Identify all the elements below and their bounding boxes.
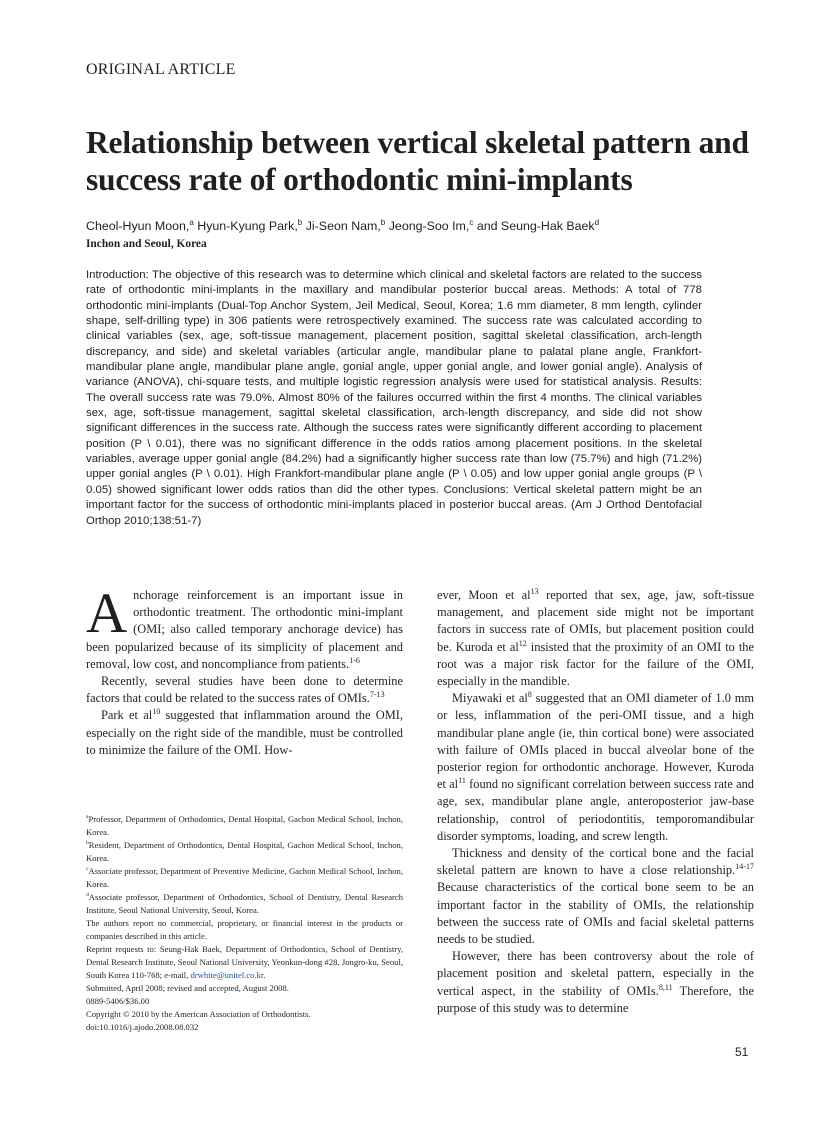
citation-ref[interactable]: 8,11: [658, 982, 673, 992]
reprint-request: [86, 943, 403, 982]
page-number: 51: [735, 1045, 749, 1059]
submission-dates: Submitted, April 2008; revised and accepted, August 2008.: [86, 983, 289, 993]
author-affiliation-mark: c: [469, 217, 474, 227]
citation-ref[interactable]: 12: [518, 638, 527, 648]
citation-ref[interactable]: 8: [527, 690, 532, 700]
article-title: Relationship between vertical skeletal pattern and success rate of orthodontic mini-implants: [86, 125, 749, 197]
author-name: Hyun-Kyung Park,: [197, 219, 298, 233]
footnote-mark: c: [86, 866, 89, 873]
body-paragraph: [86, 582, 403, 673]
paragraph-text: Recently, several studies have been done to determine factors that could be related to the success rates of OMIs.: [86, 674, 403, 706]
paragraph-text: Therefore, the purpose of this study was to determine: [437, 983, 754, 1015]
paragraph-text: ever, Moon et al: [437, 588, 531, 602]
paragraph-text: reported that sex, age, jaw, soft-tissue management, and placement side might not be important factors in success rate of OMIs, but placement position could be. Kuroda et al: [437, 588, 754, 654]
disclosure-note: The authors report no commercial, proprietary, or financial interest in the products or companies described in this article.: [86, 918, 403, 941]
paragraph-text: However, there has been controversy about the role of placement position and skeletal pattern, especially in the vertical aspect, in the stability of OMIs.: [437, 949, 754, 998]
footnote: [86, 891, 403, 917]
citation-ref[interactable]: 11: [458, 776, 466, 786]
section-label: ORIGINAL ARTICLE: [86, 61, 236, 78]
author-affiliation-mark: b: [380, 217, 386, 227]
author-list: [86, 219, 599, 233]
issn: 0889-5406/$36.00: [86, 996, 150, 1006]
citation-ref[interactable]: 13: [530, 586, 539, 596]
body-column-left: [86, 582, 403, 759]
email-link[interactable]: drwhite@unitel.co.kr: [190, 970, 264, 980]
drop-cap: A: [86, 582, 128, 645]
paragraph-text: insisted that the proximity of an OMI to the root was a major risk factor for the failure of the OMI, especially in the mandible.: [437, 639, 754, 689]
citation-ref[interactable]: 1-6: [349, 655, 360, 665]
footnote-text: Professor, Department of Orthodontics, Dental Hospital, Gachon Medical School, Inchon, Korea.: [86, 814, 403, 837]
paragraph-text: suggested that an OMI diameter of 1.0 mm or less, inflammation of the peri-OMI tissue, and a high mandibular plane angle (ie, thin cortical bone) were associated with failure of OMIs placed in buccal alveolar bone of the posterior region for orthodontic anchorage. However, Kuroda et al: [437, 691, 754, 792]
footnote-text: Associate professor, Department of Orthodontics, School of Dentistry, Dental Research Institute, Seoul National University, Seoul, Korea.: [86, 892, 403, 915]
paragraph-text: suggested that inflammation around the OMI, especially on the right side of the mandible, must be controlled to minimize the failure of the OMI. How-: [86, 708, 403, 757]
footnote: [86, 839, 403, 865]
paragraph-text: nchorage reinforcement is an important issue in orthodontic treatment. The orthodontic mini-implant (OMI; also called temporary anchorage device) has been popularized because of its simplicity of placement and removal, low cost, and noncompliance from patients.: [86, 588, 403, 671]
body-paragraph: [437, 587, 754, 690]
citation-ref[interactable]: 14-17: [735, 862, 754, 872]
body-column-right: [437, 587, 754, 1017]
author-affiliation-mark: a: [189, 217, 194, 227]
footnotes: [86, 813, 403, 1034]
body-paragraph: [437, 690, 754, 845]
doi: doi:10.1016/j.ajodo.2008.08.032: [86, 1022, 199, 1032]
footnote-mark: d: [86, 892, 89, 899]
body-paragraph: [86, 673, 403, 707]
paragraph-text: Miyawaki et al: [452, 691, 528, 706]
footnote-mark: a: [86, 814, 89, 821]
author-affiliation-mark: d: [594, 217, 600, 227]
footnote-mark: b: [86, 840, 89, 847]
paragraph-text: Park et al: [101, 708, 153, 723]
footnote-text: Associate professor, Department of Preventive Medicine, Gachon Medical School, Inchon, Korea.: [86, 866, 403, 889]
author-affiliation: Inchon and Seoul, Korea: [86, 238, 207, 250]
citation-ref[interactable]: 10: [152, 707, 161, 717]
author-name: Cheol-Hyun Moon,: [86, 219, 190, 233]
footnote-text: Resident, Department of Orthodontics, Dental Hospital, Gachon Medical School, Inchon, Korea.: [86, 840, 403, 863]
body-paragraph: [86, 707, 403, 759]
paragraph-text: Thickness and density of the cortical bone and the facial skeletal pattern are known to have a close relationship.: [437, 846, 754, 878]
reprint-text-end: .: [263, 970, 266, 980]
footnote: [86, 813, 403, 839]
body-paragraph: [437, 845, 754, 948]
footnote: [86, 865, 403, 891]
paragraph-text: Because characteristics of the cortical bone seem to be an important factor in the stability of OMIs, the relationship between the success rate of OMIs and facial skeletal patterns needs to be studied.: [437, 880, 754, 947]
citation-ref[interactable]: 7-13: [369, 690, 385, 700]
author-name: Ji-Seon Nam,: [305, 219, 381, 233]
paragraph-text: found no significant correlation between success rate and age, sex, mandibular plane angle, anteroposterior jaw-base relationship, control of periodontitis, temporomandibular disorder symptoms, loading, and screw length.: [437, 777, 755, 843]
copyright: Copyright © 2010 by the American Association of Orthodontists.: [86, 1009, 311, 1019]
reprint-text: Reprint requests to: Seung-Hak Baek, Department of Orthodontics, School of Dentistry, Dental Research Institute, Seoul National University, Yeonkun-dong #28, Jongro-ku, Seoul, South Korea 110-768; e-mail,: [86, 944, 403, 980]
body-paragraph: [437, 948, 754, 1017]
author-name: Jeong-Soo Im,: [388, 219, 470, 233]
abstract: Introduction: The objective of this research was to determine which clinical and skeletal factors are related to the success rate of orthodontic mini-implants in the maxillary and mandibular posterior buccal areas. Methods: A total of 778 orthodontic mini-implants (Dual-Top Anchor System, Jeil Medical, Seoul, Korea; 1.6 mm diameter, 8 mm length, cylinder shape, self-drilling type) in 306 patients were retrospectively examined. The success rate was calculated according to clinical variables (sex, age, soft-tissue management, placement position, sagittal skeletal classification, arch-length discrepancy, and side) and skeletal variables (articular angle, mandibular plane to palatal plane angle, Frankfort-mandibular plane angle, mandibular plane angle, gonial angle, upper gonial angle, and lower gonial angle). Analysis of variance (ANOVA), chi-square tests, and multiple logistic regression analysis were used for statistical analysis. Results: The overall success rate was 79.0%. Almost 80% of the failures occurred within the first 4 months. The clinical variables sex, age, soft-tissue management, sagittal skeletal classification, arch-length discrepancy, and side did not show significant differences in the success rate. Although the success rates were significantly different according to placement position (P \ 0.01), there was no significant difference in the odds ratios among placement positions. In the skeletal variables, average upper gonial angle (84.2%) had a significantly higher success rate than low (75.7%) and high (71.2%) upper gonial angles (P \ 0.01). High Frankfort-mandibular plane angle (P \ 0.05) and low upper gonial angle groups (P \ 0.05) showed significant lower odds ratios than did the other types. Conclusions: Vertical skeletal pattern might be an important factor for the success of orthodontic mini-implants placed in posterior buccal areas. (Am J Orthod Dentofacial Orthop 2010;138:51-7): [86, 269, 702, 527]
author-affiliation-mark: b: [297, 217, 303, 227]
author-name: and Seung-Hak Baek: [476, 219, 595, 233]
